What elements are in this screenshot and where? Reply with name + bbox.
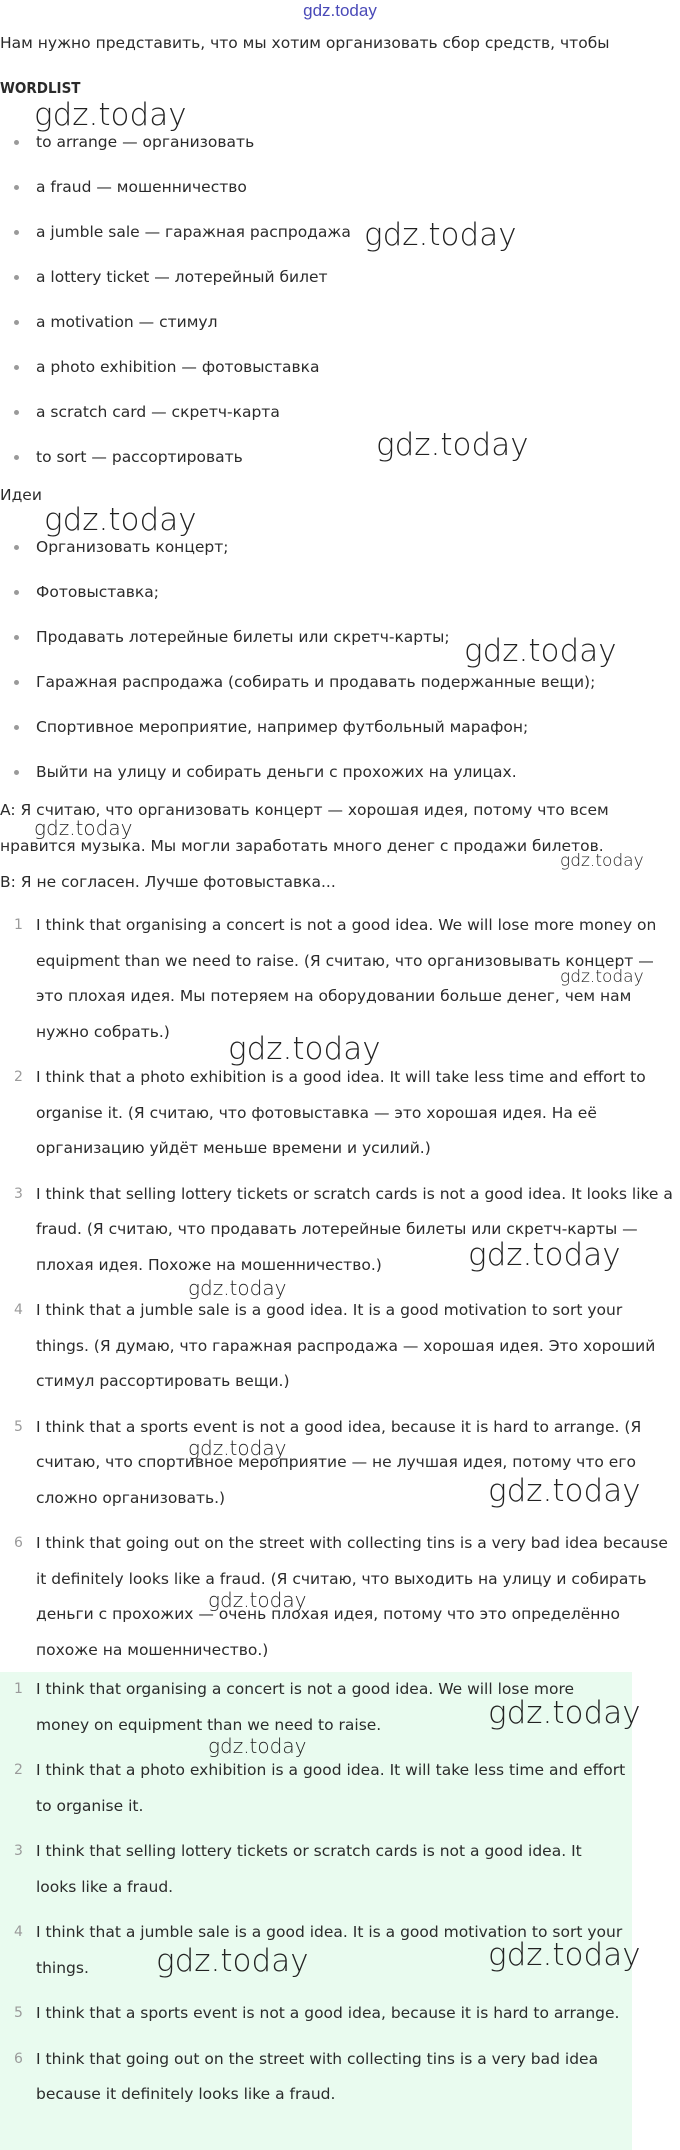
wordlist-item: a jumble sale — гаражная распродажа bbox=[0, 221, 680, 266]
wordlist-item: a motivation — стимул bbox=[0, 311, 680, 356]
watermark-logo: gdz.today bbox=[488, 1473, 641, 1509]
watermark-logo: gdz.today bbox=[364, 217, 517, 253]
idea-item: Продавать лотерейные билеты или скретч-карты; bbox=[0, 626, 680, 671]
answer-item: 6 I think that going out on the street with collecting tins is a very bad idea because it definitely looks like a fraud. bbox=[0, 2042, 626, 2113]
answer-item: 6 I think that going out on the street with collecting tins is a very bad idea because it definitely looks like a fraud. (Я считаю, что выходить на улицу и собирать деньги с прохожих — очень плохая идея, потому что это определённо похоже на мошенничество.) bbox=[0, 1526, 676, 1668]
dialog-a-line-2: нравится музыка. Мы могли заработать много денег с продажи билетов. bbox=[0, 837, 604, 855]
bullet-icon bbox=[14, 590, 19, 595]
bullet-icon bbox=[14, 320, 19, 325]
bullet-icon bbox=[14, 275, 19, 280]
wordlist-heading: WORDLIST bbox=[0, 79, 81, 97]
watermark-logo: gdz.today bbox=[488, 1695, 641, 1731]
watermark-logo: gdz.today bbox=[208, 1734, 307, 1758]
answer-item: 3 I think that selling lottery tickets or scratch cards is not a good idea. It looks like a fraud. (Я считаю, что продавать лотерейные билеты или скретч-карты — плохая идея. Похоже на мошенничество.) bbox=[0, 1177, 676, 1284]
watermark-logo: gdz.today bbox=[560, 851, 644, 871]
answers-english-list bbox=[0, 1672, 632, 2113]
watermark-logo: gdz.today bbox=[34, 816, 133, 840]
idea-item: Выйти на улицу и собирать деньги с прохожих на улицах. bbox=[0, 761, 680, 806]
wordlist-item: a lottery ticket — лотерейный билет bbox=[0, 266, 680, 311]
idea-item: Спортивное мероприятие, например футбольный марафон; bbox=[0, 716, 680, 761]
watermark-logo: gdz.today bbox=[488, 1937, 641, 1973]
wordlist-item: to sort — рассортировать bbox=[0, 446, 680, 491]
bullet-icon bbox=[14, 545, 19, 550]
item-number: 5 bbox=[14, 2005, 23, 2021]
dialog-example bbox=[0, 792, 680, 900]
answer-item: 1 I think that organising a concert is not a good idea. We will lose more money on equipment than we need to raise. (Я считаю, что организовывать концерт — это плохая идея. Мы потеряем на оборудовании больше денег, чем нам нужно собрать.) bbox=[0, 908, 676, 1050]
item-number: 3 bbox=[14, 1185, 23, 1202]
dialog-a-line-1: A: Я считаю, что организовать концерт — хорошая идея, потому что всем bbox=[0, 801, 609, 819]
watermark-logo: gdz.today bbox=[468, 1237, 621, 1273]
wordlist-item: a scratch card — скретч-карта bbox=[0, 401, 680, 446]
watermark-logo: gdz.today bbox=[560, 967, 644, 987]
item-number: 1 bbox=[14, 1681, 23, 1697]
answer-item: 4 I think that a jumble sale is a good idea. It is a good motivation to sort your things. bbox=[0, 1915, 626, 1986]
bullet-icon bbox=[14, 725, 19, 730]
idea-item: Фотовыставка; bbox=[0, 581, 680, 626]
bullet-icon bbox=[14, 635, 19, 640]
bullet-icon bbox=[14, 680, 19, 685]
answer-item: 4 I think that a jumble sale is a good idea. It is a good motivation to sort your things. (Я думаю, что гаражная распродажа — хорошая идея. Это хороший стимул рассортировать вещи.) bbox=[0, 1293, 676, 1400]
watermark-logo: gdz.today bbox=[188, 1276, 287, 1300]
watermark-logo: gdz.today bbox=[376, 427, 529, 463]
answer-item: 1 I think that organising a concert is not a good idea. We will lose more money on equipment than we need to raise. bbox=[0, 1672, 626, 1743]
item-number: 2 bbox=[14, 1069, 23, 1085]
wordlist-item: to arrange — организовать bbox=[0, 131, 680, 176]
bullet-icon bbox=[14, 185, 19, 190]
answers-translated-list bbox=[0, 908, 680, 1668]
bullet-icon bbox=[14, 410, 19, 415]
bullet-icon bbox=[14, 230, 19, 235]
wordlist-item: a fraud — мошенничество bbox=[0, 176, 680, 221]
answer-item: 2 I think that a photo exhibition is a good idea. It will take less time and effort to organise it. bbox=[0, 1753, 626, 1824]
item-number: 4 bbox=[14, 1924, 23, 1940]
watermark-logo: gdz.today bbox=[156, 1943, 309, 1979]
bullet-icon bbox=[14, 365, 19, 370]
watermark-logo: gdz.today bbox=[44, 502, 197, 538]
item-number: 2 bbox=[14, 1762, 23, 1778]
bullet-icon bbox=[14, 770, 19, 775]
idea-item: Гаражная распродажа (собирать и продавать подержанные вещи); bbox=[0, 671, 680, 716]
item-number: 1 bbox=[14, 917, 23, 933]
item-number: 6 bbox=[14, 1535, 23, 1551]
watermark-logo: gdz.today bbox=[188, 1436, 287, 1460]
intro-text: Нам нужно представить, что мы хотим организовать сбор средств, чтобы bbox=[0, 34, 610, 52]
watermark-logo: gdz.today bbox=[464, 633, 617, 669]
watermark-logo: gdz.today bbox=[208, 1588, 307, 1612]
top-watermark: gdz.today bbox=[303, 1, 377, 20]
wordlist bbox=[0, 131, 680, 491]
ideas-list bbox=[0, 536, 680, 806]
item-number: 3 bbox=[14, 1843, 23, 1859]
wordlist-item: a photo exhibition — фотовыставка bbox=[0, 356, 680, 401]
dialog-b-line: B: Я не согласен. Лучше фотовыставка... bbox=[0, 873, 336, 891]
watermark-logo: gdz.today bbox=[228, 1031, 381, 1067]
item-number: 4 bbox=[14, 1302, 23, 1318]
idea-item: Организовать концерт; bbox=[0, 536, 680, 581]
bullet-icon bbox=[14, 455, 19, 460]
ideas-heading: Идеи bbox=[0, 486, 42, 504]
answer-item: 5 I think that a sports event is not a good idea, because it is hard to arrange. (Я считаю, что спортивное мероприятие — не лучшая идея, потому что его сложно организовать.) bbox=[0, 1410, 676, 1517]
bullet-icon bbox=[14, 140, 19, 145]
item-number: 6 bbox=[14, 2050, 23, 2067]
answer-item: 5 I think that a sports event is not a good idea, because it is hard to arrange. bbox=[0, 1996, 626, 2032]
item-number: 5 bbox=[14, 1418, 23, 1435]
watermark-logo: gdz.today bbox=[34, 97, 187, 133]
answer-item: 2 I think that a photo exhibition is a good idea. It will take less time and effort to organise it. (Я считаю, что фотовыставка — это хорошая идея. На её организацию уйдёт меньше времени и усилий.) bbox=[0, 1060, 676, 1167]
answer-item: 3 I think that selling lottery tickets or scratch cards is not a good idea. It looks like a fraud. bbox=[0, 1834, 626, 1905]
